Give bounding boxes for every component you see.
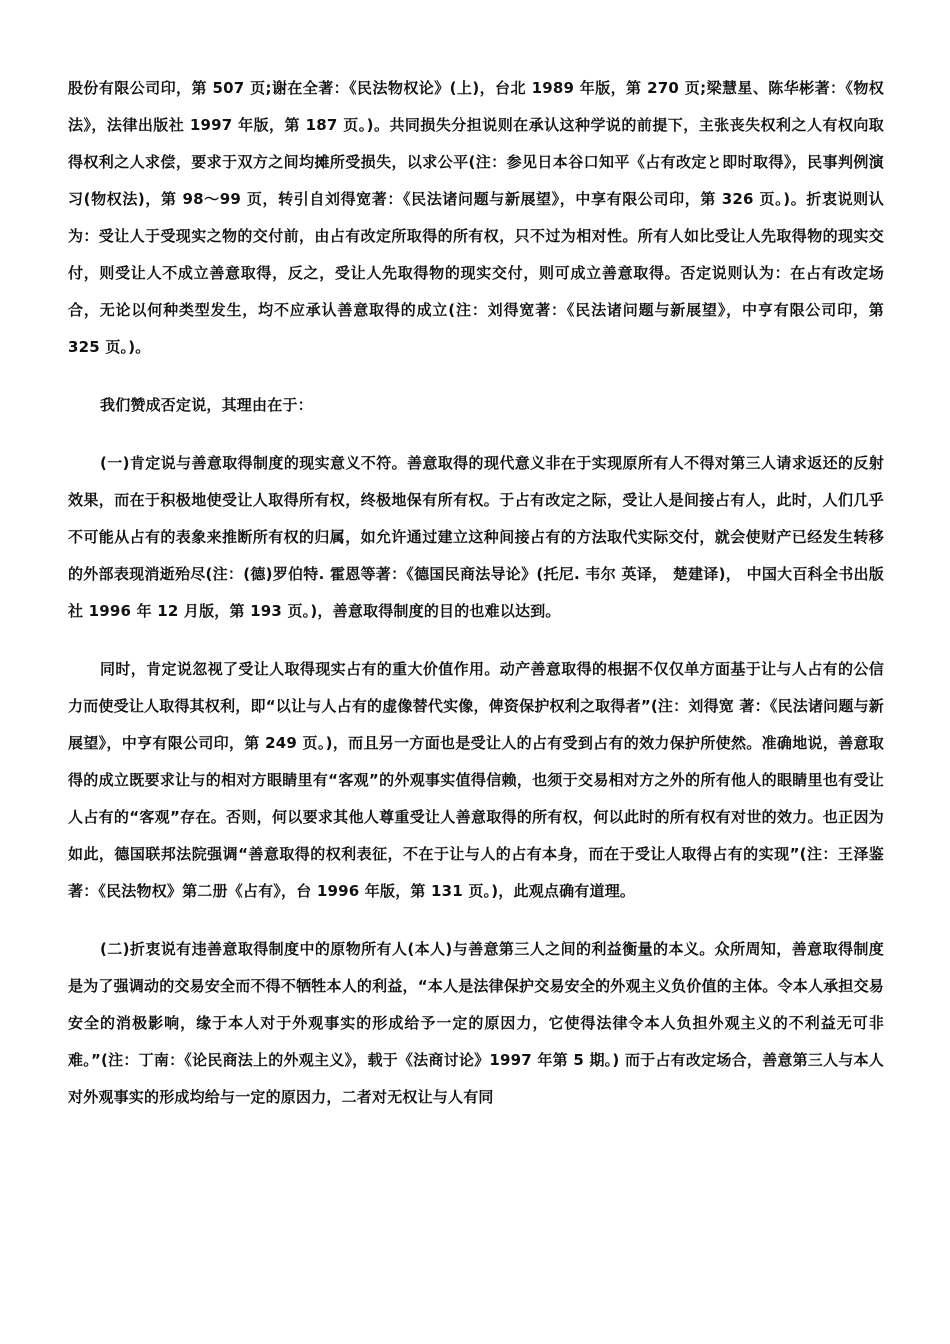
- paragraph-reason-one-continued: 同时，肯定说忽视了受让人取得现实占有的重大价值作用。动产善意取得的根据不仅仅单方面基于让与人占有的公信力而使受让人取得其权利，即“以让与人占有的虚像替代实像，俾资保护权利之取得者”(注：刘得宽 著：《民法诸问题与新展望》，中亨有限公司印，第 249 页。)，而且另一方面也是受让人的占有受到占有的效力保护所使然。准确地说，善意取得的成立既要求让与的相对方眼睛里有“客观”的外观事实值得信赖，也须于交易相对方之外的所有他人的眼睛里也有受让人占有的“客观”存在。否则，何以要求其他人尊重受让人善意取得的所有权，何以此时的所有权有对世的效力。也正因为如此，德国联邦法院强调“善意取得的权利表征，不在于让与人的占有本身，而在于受让人取得占有的实现”(注：王泽鉴 著：《民法物权》第二册《占有》，台 1996 年版，第 131 页。)，此观点确有道理。: [68, 660, 884, 900]
- paragraph-continuation: 股份有限公司印，第 507 页;谢在全著：《民法物权论》(上)，台北 1989 年版，第 270 页;梁慧星、陈华彬著：《物权法》，法律出版社 1997 年版，第 187 页。)。共同损失分担说则在承认这种学说的前提下，主张丧失权利之人有权向取得权利之人求偿，要求于双方之间均摊所受损失，以求公平(注：参见日本谷口知平《占有改定と即时取得》，民事判例演习(物权法)，第 98～99 页，转引自刘得宽著：《民法诸问题与新展望》，中享有限公司印，第 326 页。)。折衷说则认为：受让人于受现实之物的交付前，由占有改定所取得的所有权，只不过为相对性。所有人如比受让人先取得物的现实交付，则受让人不成立善意取得，反之，受让人先取得物的现实交付，则可成立善意取得。否定说则认为：在占有改定场合，无论以何种类型发生，均不应承认善意取得的成立(注：刘得宽著：《民法诸问题与新展望》，中亨有限公司印，第 325 页。)。: [68, 79, 884, 356]
- document-page: [68, 70, 884, 1116]
- paragraph-reason-two: (二)折衷说有违善意取得制度中的原物所有人(本人)与善意第三人之间的利益衡量的本义。众所周知，善意取得制度是为了强调动的交易安全而不得不牺牲本人的利益，“本人是法律保护交易安全的外观主义负价值的主体。令本人承担交易安全的消极影响，缘于本人对于外观事实的形成给予一定的原因力，它使得法律令本人负担外观主义的不利益无可非难。”(注：丁南：《论民商法上的外观主义》，载于《法商讨论》1997 年第 5 期。) 而于占有改定场合，善意第三人与本人对外观事实的形成均给与一定的原因力，二者对无权让与人有同: [68, 940, 884, 1106]
- paragraph-position-statement: 我们赞成否定说，其理由在于：: [100, 396, 313, 414]
- paragraph-reason-one: (一)肯定说与善意取得制度的现实意义不符。善意取得的现代意义非在于实现原所有人不得对第三人请求返还的反射效果，而在于积极地使受让人取得所有权，终极地保有所有权。于占有改定之际，受让人是间接占有人，此时，人们几乎不可能从占有的表象来推断所有权的归属，如允许通过建立这种间接占有的方法取代实际交付，就会使财产已经发生转移的外部表现消逝殆尽(注：(德)罗伯特. 霍恩等著：《德国民商法导论》(托尼. 韦尔 英译， 楚建译)， 中国大百科全书出版社 1996 年 12 月版，第 193 页。)，善意取得制度的目的也难以达到。: [68, 454, 884, 620]
